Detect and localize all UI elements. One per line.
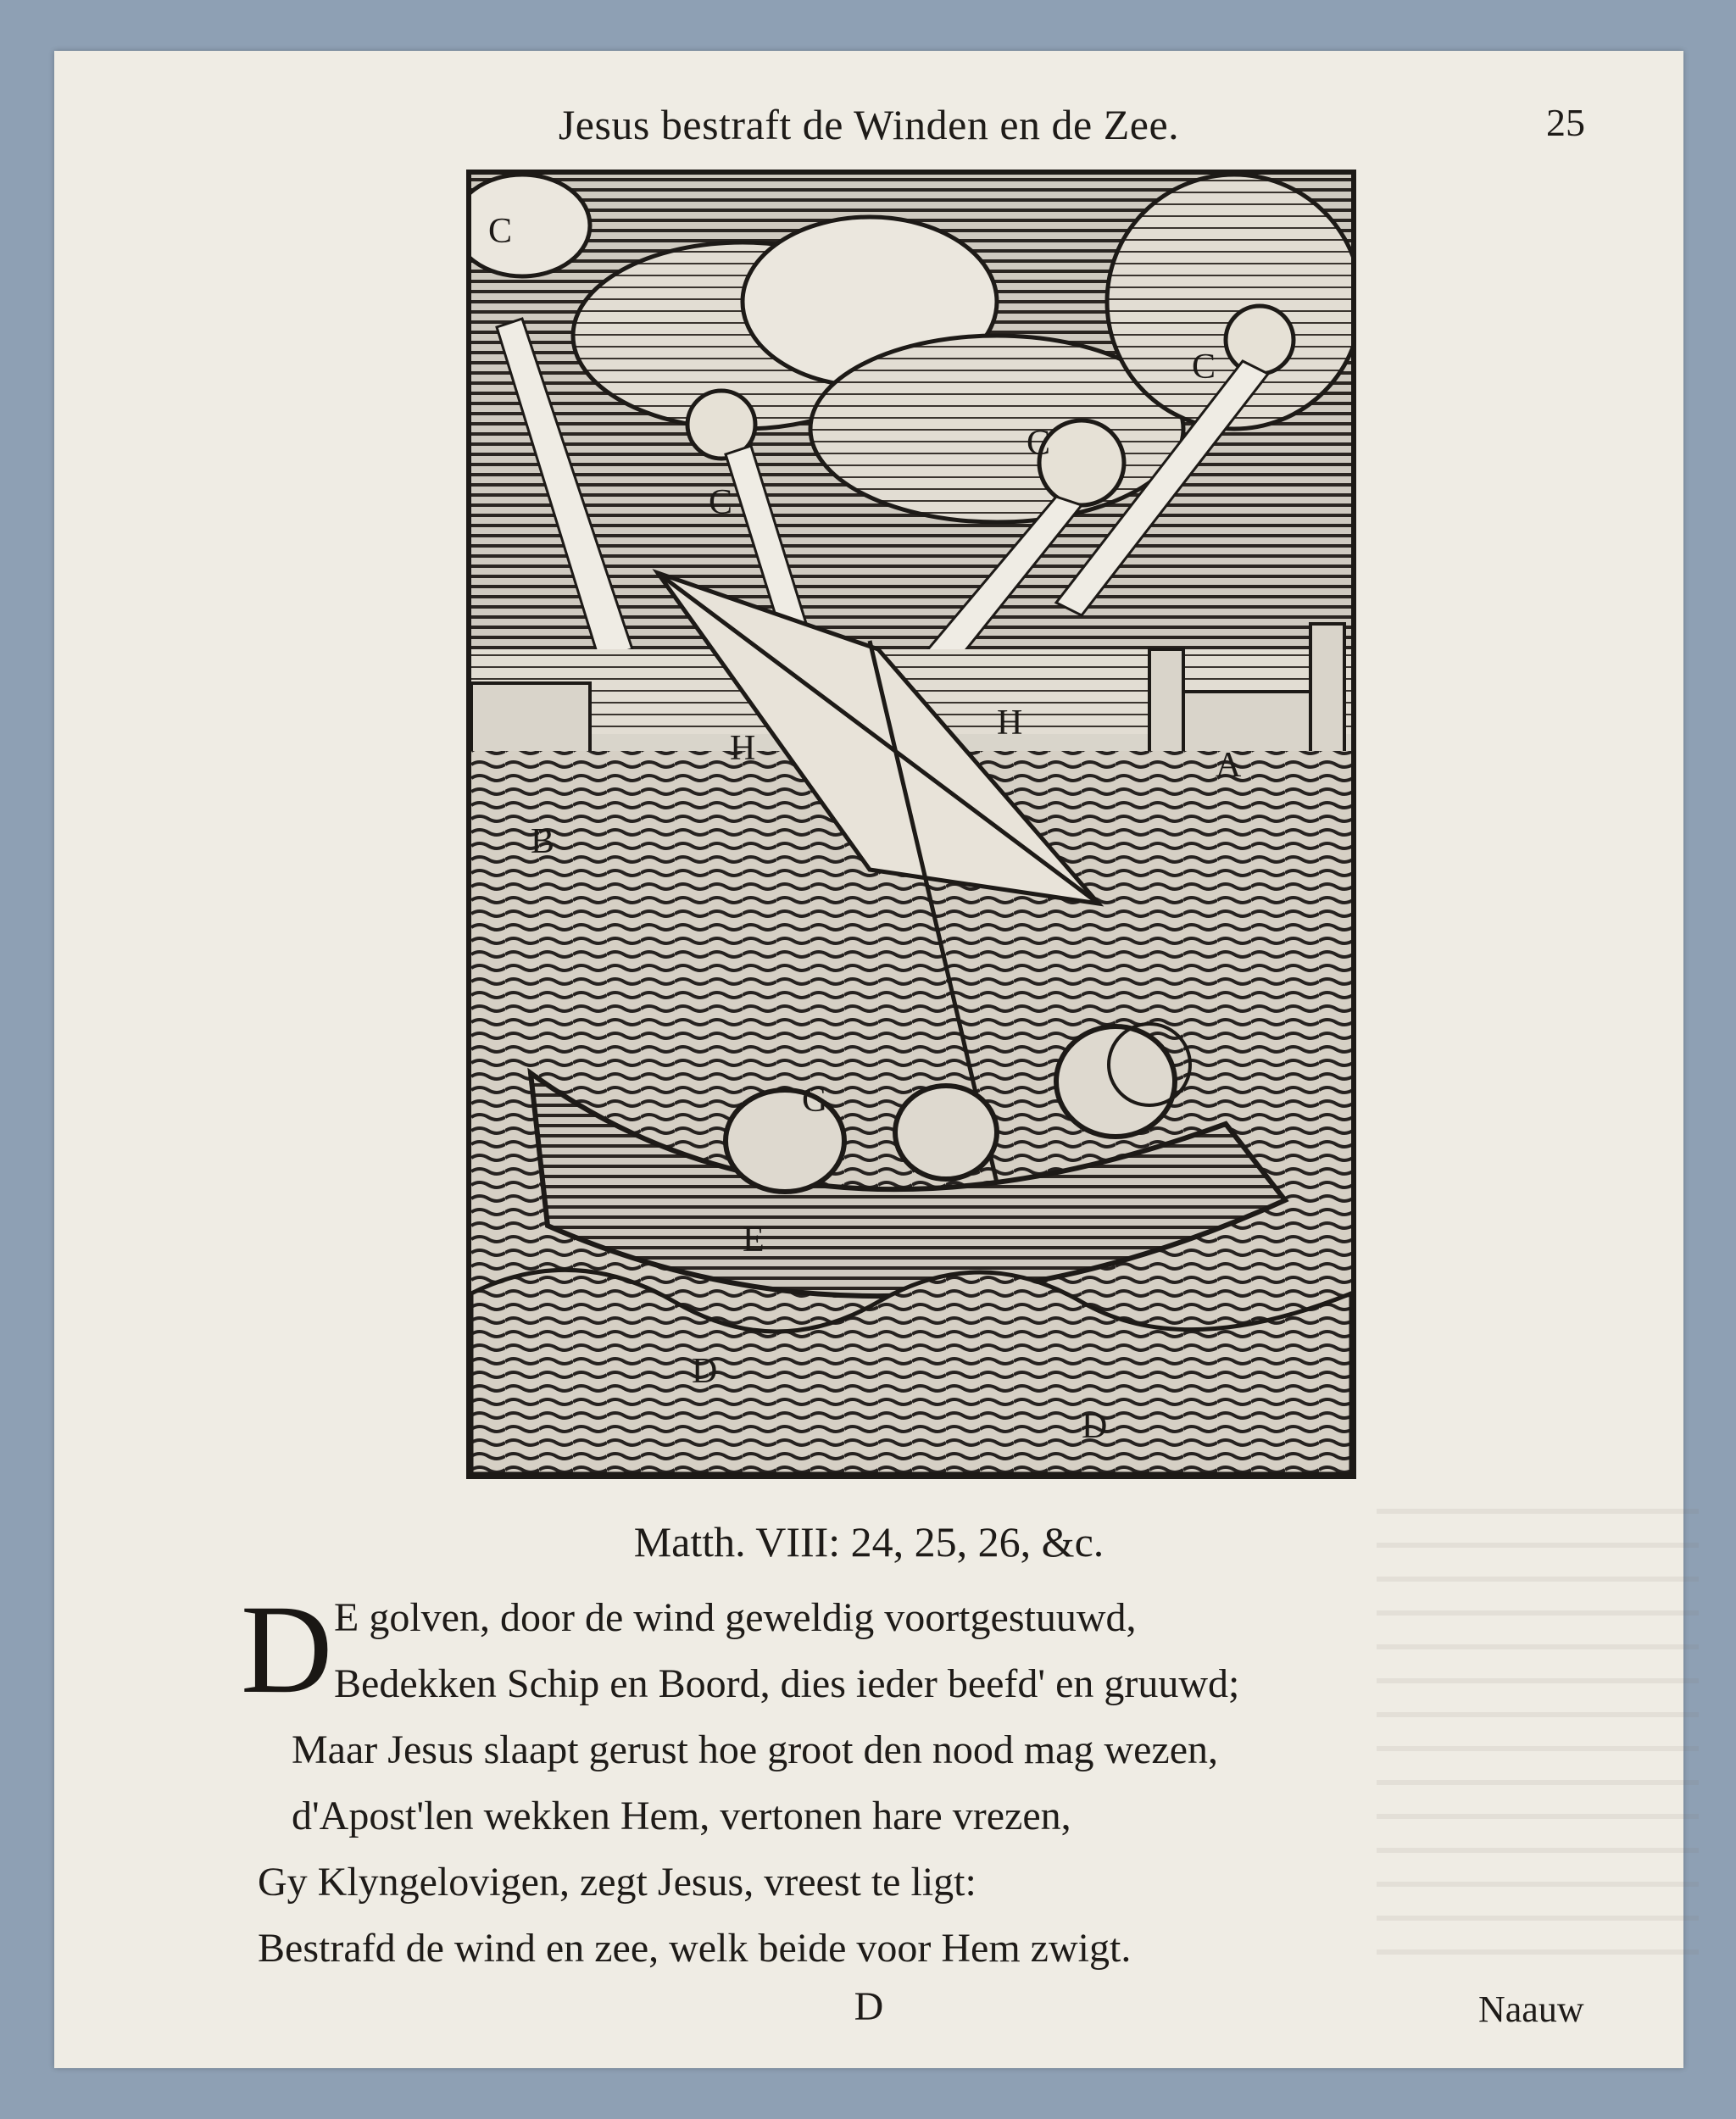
- poem-line: Gy Klyngelovigen, zegt Jesus, vreest te ligt:: [258, 1860, 976, 1905]
- woodcut-illustration: [466, 170, 1356, 1479]
- page-title: Jesus bestraft de Winden en de Zee.: [558, 101, 1180, 148]
- signature-mark: D: [854, 1984, 884, 2029]
- plate-letter: C: [709, 483, 733, 522]
- plate-letter: G: [802, 1081, 828, 1120]
- book-page: [54, 51, 1683, 2068]
- plate-letter: H: [997, 704, 1023, 742]
- plate-letter: D: [1082, 1407, 1108, 1446]
- poem-line: d'Apost'len wekken Hem, vertonen hare vrezen,: [292, 1794, 1071, 1838]
- poem-line: Bedekken Schip en Boord, dies ieder beefd' en gruuwd;: [334, 1661, 1240, 1706]
- plate-letter: A: [1216, 746, 1242, 785]
- scripture-reference: Matth. VIII: 24, 25, 26, &c.: [633, 1518, 1104, 1566]
- poem-line: Bestrafd de wind en zee, welk beide voor Hem zwigt.: [258, 1926, 1132, 1971]
- plate-letter: D: [692, 1352, 718, 1391]
- drop-cap: D: [241, 1579, 333, 1720]
- plate-letter: C: [1027, 424, 1051, 463]
- plate-letter: C: [1192, 348, 1216, 387]
- plate-letter: B: [531, 822, 555, 861]
- poem-line: E golven, door de wind geweldig voortgestuuwd,: [334, 1595, 1137, 1640]
- catchword: Naauw: [1478, 1988, 1584, 2030]
- page-number: 25: [1546, 101, 1585, 144]
- plate-letter: E: [743, 1221, 765, 1260]
- plate-letter: C: [488, 212, 513, 251]
- poem-line: Maar Jesus slaapt gerust hoe groot den nood mag wezen,: [292, 1727, 1219, 1772]
- poem: [241, 1579, 1597, 1982]
- plate-letter: H: [730, 729, 756, 768]
